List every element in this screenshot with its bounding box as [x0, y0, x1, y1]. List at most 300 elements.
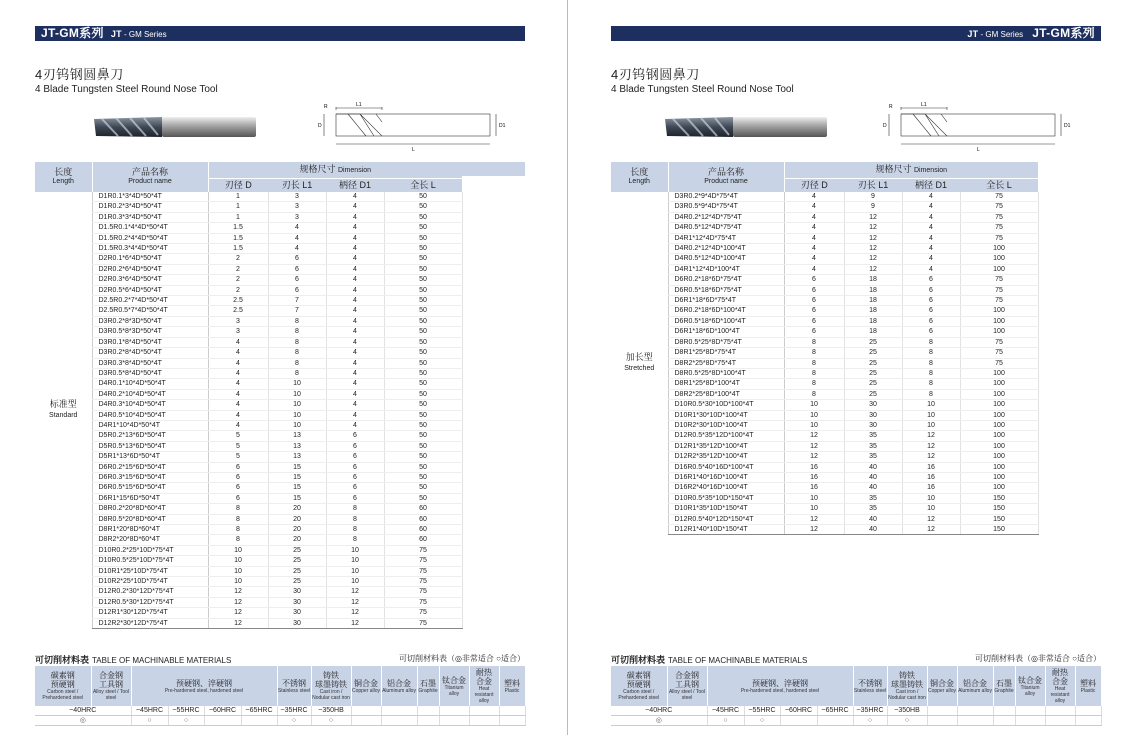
total-length-cell: 75 — [960, 358, 1038, 368]
total-length-cell: 75 — [960, 233, 1038, 243]
table-row — [35, 504, 462, 514]
tool-photo — [663, 114, 828, 140]
material-header: 不锈钢 Stainless steel — [277, 666, 311, 706]
blade-length-cell: 18 — [844, 306, 902, 316]
table-row — [35, 327, 462, 337]
table-row — [611, 472, 1038, 482]
shank-diameter-cell: 8 — [902, 368, 960, 378]
materials-header-row — [611, 666, 1101, 706]
total-length-cell: 75 — [384, 577, 462, 587]
product-name-cell: D6R1*18*6D*100*4T — [668, 327, 784, 337]
product-name-header: 产品名称 Product name — [668, 162, 784, 192]
diameter-cell: 8 — [784, 389, 844, 399]
diameter-cell: 4 — [208, 420, 268, 430]
diameter-cell: 1.5 — [208, 223, 268, 233]
diameter-cell: 4 — [784, 223, 844, 233]
product-name-cell: D4R1*12*4D*100*4T — [668, 264, 784, 274]
shank-diameter-cell: 12 — [326, 618, 384, 628]
table-row — [35, 525, 462, 535]
diameter-cell: 4 — [784, 212, 844, 222]
hardness-cell: ~45HRC — [707, 706, 744, 716]
drawing-label-d: D — [883, 123, 887, 129]
shank-diameter-cell: 12 — [902, 525, 960, 535]
shank-diameter-cell: 4 — [326, 379, 384, 389]
shank-diameter-cell: 4 — [326, 358, 384, 368]
diameter-cell: 6 — [208, 483, 268, 493]
shank-diameter-cell: 6 — [326, 472, 384, 482]
table-row — [35, 212, 462, 222]
materials-title: 可切削材料表 TABLE OF MACHINABLE MATERIALS — [35, 655, 232, 665]
material-header: 碳素钢 预硬钢 Carbon steel / Prehardened steel — [611, 666, 667, 706]
rating-cell: ○ — [887, 716, 927, 726]
diameter-cell: 4 — [208, 379, 268, 389]
shank-diameter-cell: 4 — [902, 233, 960, 243]
drawing-label-d: D — [318, 123, 322, 129]
diameter-cell: 6 — [784, 285, 844, 295]
product-name-cell: D1.5R0.2*4*4D*50*4T — [92, 233, 208, 243]
page-title-en: 4 Blade Tungsten Steel Round Nose Tool — [611, 84, 794, 95]
blade-length-cell: 3 — [268, 202, 326, 212]
length-header: 长度 Length — [35, 162, 92, 192]
table-row — [611, 452, 1038, 462]
total-length-cell: 75 — [384, 556, 462, 566]
blade-length-cell: 8 — [268, 348, 326, 358]
diameter-cell: 12 — [208, 587, 268, 597]
product-name-cell: D12R2*30*12D*75*4T — [92, 618, 208, 628]
diameter-cell: 8 — [208, 535, 268, 545]
blade-length-cell: 25 — [844, 337, 902, 347]
material-header: 塑料 Plastic — [1075, 666, 1101, 706]
table-row — [35, 368, 462, 378]
total-length-cell: 100 — [960, 400, 1038, 410]
shank-diameter-cell: 12 — [326, 587, 384, 597]
shank-diameter-cell: 6 — [902, 296, 960, 306]
blade-length-cell: 13 — [268, 452, 326, 462]
shank-diameter-cell: 4 — [902, 192, 960, 202]
rating-cell: ○ — [131, 716, 168, 726]
diameter-cell: 4 — [208, 389, 268, 399]
shank-diameter-cell: 4 — [902, 223, 960, 233]
table-row — [611, 285, 1038, 295]
diameter-cell: 6 — [784, 296, 844, 306]
table-row — [611, 504, 1038, 514]
product-name-cell: D12R0.5*30*12D*75*4T — [92, 597, 208, 607]
diameter-cell: 12 — [784, 452, 844, 462]
blade-length-cell: 8 — [268, 327, 326, 337]
blade-length-cell: 18 — [844, 296, 902, 306]
blade-length-cell: 4 — [268, 244, 326, 254]
total-length-cell: 100 — [960, 379, 1038, 389]
shank-diameter-cell: 8 — [902, 379, 960, 389]
blade-length-cell: 12 — [844, 223, 902, 233]
diameter-cell: 16 — [784, 483, 844, 493]
series-title: JT-GM系列 — [1032, 26, 1095, 40]
table-row — [35, 431, 462, 441]
total-length-cell: 50 — [384, 462, 462, 472]
series-banner — [611, 26, 1101, 41]
length-category: 加长型 Stretched — [624, 352, 655, 373]
shank-diameter-cell: 10 — [902, 493, 960, 503]
empty-cell — [1045, 716, 1075, 726]
product-name-cell: D6R0.5*18*6D*75*4T — [668, 285, 784, 295]
table-row — [35, 296, 462, 306]
shank-diameter-cell: 6 — [902, 306, 960, 316]
total-length-cell: 50 — [384, 452, 462, 462]
diameter-cell: 4 — [208, 410, 268, 420]
product-name-cell: D2R0.3*6*4D*50*4T — [92, 275, 208, 285]
product-name-cell: D3R0.3*8*4D*50*4T — [92, 358, 208, 368]
shank-diameter-cell: 8 — [902, 337, 960, 347]
empty-cell — [469, 706, 499, 716]
empty-cell — [957, 716, 993, 726]
total-length-cell: 50 — [384, 285, 462, 295]
rating-cell: ○ — [707, 716, 744, 726]
blade-length-cell: 12 — [844, 233, 902, 243]
product-name-cell: D12R1*30*12D*75*4T — [92, 608, 208, 618]
total-length-cell: 100 — [960, 410, 1038, 420]
blade-length-cell: 6 — [268, 285, 326, 295]
table-row — [611, 337, 1038, 347]
rating-cell: ◎ — [35, 716, 131, 726]
table-row — [611, 358, 1038, 368]
blade-length-cell: 15 — [268, 472, 326, 482]
product-name-cell: D12R2*35*12D*100*4T — [668, 452, 784, 462]
blade-length-cell: 25 — [268, 577, 326, 587]
shank-diameter-cell: 16 — [902, 483, 960, 493]
product-name-cell: D12R0.5*35*12D*100*4T — [668, 431, 784, 441]
product-name-cell: D8R0.5*25*8D*75*4T — [668, 337, 784, 347]
col-header-l1: 刃长 L1 — [844, 179, 902, 193]
drawing-label-l: L — [977, 147, 980, 152]
empty-cell — [1015, 716, 1045, 726]
blade-length-cell: 4 — [268, 223, 326, 233]
series-title: JT-GM系列 — [41, 26, 104, 40]
product-name-cell: D4R0.2*12*4D*100*4T — [668, 244, 784, 254]
table-row — [611, 368, 1038, 378]
blade-length-cell: 10 — [268, 379, 326, 389]
col-header-l1: 刃长 L1 — [268, 179, 326, 193]
total-length-cell: 50 — [384, 358, 462, 368]
material-header: 不锈钢 Stainless steel — [853, 666, 887, 706]
product-name-cell: D5R0.5*13*6D*50*4T — [92, 441, 208, 451]
total-length-cell: 75 — [960, 223, 1038, 233]
blade-length-cell: 25 — [844, 368, 902, 378]
hardness-cell: ~35HRC — [853, 706, 887, 716]
shank-diameter-cell: 8 — [902, 358, 960, 368]
product-name-cell: D10R1*35*10D*150*4T — [668, 504, 784, 514]
blade-length-cell: 25 — [268, 545, 326, 555]
product-name-cell: D10R0.2*25*10D*75*4T — [92, 545, 208, 555]
blade-length-cell: 12 — [844, 212, 902, 222]
shank-diameter-cell: 4 — [326, 254, 384, 264]
table-row — [35, 254, 462, 264]
total-length-cell: 75 — [384, 566, 462, 576]
table-row — [611, 233, 1038, 243]
total-length-cell: 150 — [960, 493, 1038, 503]
product-name-cell: D6R0.2*18*6D*100*4T — [668, 306, 784, 316]
table-row — [35, 452, 462, 462]
shank-diameter-cell: 4 — [326, 233, 384, 243]
col-header-l: 全长 L — [960, 179, 1038, 193]
hardness-row — [35, 706, 525, 716]
table-row — [35, 493, 462, 503]
diameter-cell: 8 — [784, 368, 844, 378]
material-header: 铝合金 Aluminum alloy — [957, 666, 993, 706]
table-row — [35, 192, 462, 202]
diameter-cell: 5 — [208, 441, 268, 451]
diameter-cell: 2 — [208, 254, 268, 264]
total-length-cell: 50 — [384, 379, 462, 389]
table-row — [611, 254, 1038, 264]
blade-length-cell: 7 — [268, 306, 326, 316]
shank-diameter-cell: 10 — [326, 566, 384, 576]
total-length-cell: 60 — [384, 535, 462, 545]
product-name-cell: D3R0.1*8*4D*50*4T — [92, 337, 208, 347]
product-name-cell: D12R1*40*10D*150*4T — [668, 525, 784, 535]
shank-diameter-cell: 4 — [902, 212, 960, 222]
blade-length-cell: 25 — [844, 348, 902, 358]
table-row — [35, 608, 462, 618]
table-row — [611, 441, 1038, 451]
blade-length-cell: 6 — [268, 275, 326, 285]
blade-length-cell: 18 — [844, 275, 902, 285]
table-row — [611, 296, 1038, 306]
total-length-cell: 75 — [960, 275, 1038, 285]
total-length-cell: 100 — [960, 254, 1038, 264]
series-banner — [35, 26, 525, 41]
shank-diameter-cell: 6 — [902, 316, 960, 326]
diameter-cell: 10 — [208, 545, 268, 555]
blade-length-cell: 8 — [268, 358, 326, 368]
table-row — [611, 379, 1038, 389]
shank-diameter-cell: 12 — [902, 441, 960, 451]
product-name-cell: D8R1*25*8D*100*4T — [668, 379, 784, 389]
shank-diameter-cell: 4 — [326, 420, 384, 430]
shank-diameter-cell: 4 — [326, 285, 384, 295]
table-row — [35, 389, 462, 399]
materials-table — [611, 666, 1102, 726]
blade-length-cell: 20 — [268, 525, 326, 535]
empty-cell — [1075, 716, 1101, 726]
diameter-cell: 16 — [784, 462, 844, 472]
total-length-cell: 50 — [384, 348, 462, 358]
diameter-cell: 12 — [784, 525, 844, 535]
blade-length-cell: 10 — [268, 420, 326, 430]
blade-length-cell: 30 — [268, 618, 326, 628]
diameter-cell: 4 — [784, 202, 844, 212]
table-row — [35, 202, 462, 212]
hardness-cell: ~40HRC — [35, 706, 131, 716]
table-row — [611, 192, 1038, 202]
table-row — [611, 431, 1038, 441]
shank-diameter-cell: 4 — [326, 244, 384, 254]
blade-length-cell: 18 — [844, 316, 902, 326]
diameter-cell: 6 — [208, 472, 268, 482]
shank-diameter-cell: 6 — [902, 285, 960, 295]
product-name-cell: D3R0.5*8*4D*50*4T — [92, 368, 208, 378]
total-length-cell: 75 — [384, 597, 462, 607]
total-length-cell: 50 — [384, 192, 462, 202]
product-name-cell: D6R0.5*18*6D*100*4T — [668, 316, 784, 326]
product-name-cell: D5R0.2*13*6D*50*4T — [92, 431, 208, 441]
product-name-cell: D10R0.5*35*10D*150*4T — [668, 493, 784, 503]
blade-length-cell: 25 — [268, 556, 326, 566]
product-name-cell: D8R0.2*20*8D*60*4T — [92, 504, 208, 514]
table-row — [35, 618, 462, 628]
material-header: 耐热 合金 Heat resistant alloy — [469, 666, 499, 706]
product-name-cell: D1R0.2*3*4D*50*4T — [92, 202, 208, 212]
product-name-cell: D4R0.3*10*4D*50*4T — [92, 400, 208, 410]
rating-row — [611, 716, 1101, 726]
col-header-d: 刃径 D — [208, 179, 268, 193]
shank-diameter-cell: 4 — [326, 202, 384, 212]
blade-length-cell: 30 — [844, 420, 902, 430]
blade-length-cell: 8 — [268, 337, 326, 347]
total-length-cell: 100 — [960, 389, 1038, 399]
diameter-cell: 10 — [784, 493, 844, 503]
shank-diameter-cell: 6 — [326, 493, 384, 503]
hardness-cell: ~60HRC — [204, 706, 241, 716]
spec-rows — [35, 192, 462, 629]
product-name-cell: D16R1*40*16D*100*4T — [668, 472, 784, 482]
shank-diameter-cell: 6 — [326, 483, 384, 493]
diameter-cell: 5 — [208, 431, 268, 441]
blade-length-cell: 25 — [268, 566, 326, 576]
diameter-cell: 8 — [784, 358, 844, 368]
table-row — [611, 525, 1038, 535]
blade-length-cell: 12 — [844, 244, 902, 254]
product-name-cell: D4R0.2*12*4D*75*4T — [668, 212, 784, 222]
material-header: 碳素钢 预硬钢 Carbon steel / Prehardened steel — [35, 666, 91, 706]
empty-cell — [469, 716, 499, 726]
table-row — [611, 212, 1038, 222]
diameter-cell: 2 — [208, 275, 268, 285]
materials-table — [35, 666, 526, 726]
diameter-cell: 4 — [208, 358, 268, 368]
total-length-cell: 100 — [960, 483, 1038, 493]
diameter-cell: 2.5 — [208, 296, 268, 306]
empty-cell — [417, 706, 439, 716]
table-row — [35, 420, 462, 430]
table-row — [35, 545, 462, 555]
material-header: 合金钢 工具钢 Alloy steel / Tool steel — [667, 666, 707, 706]
shank-diameter-cell: 4 — [326, 223, 384, 233]
series-sub-bold: JT — [110, 29, 122, 39]
shank-diameter-cell: 4 — [326, 327, 384, 337]
shank-diameter-cell: 4 — [326, 296, 384, 306]
product-name-cell: D4R1*12*4D*75*4T — [668, 233, 784, 243]
total-length-cell: 50 — [384, 306, 462, 316]
product-name-cell: D3R0.2*8*3D*50*4T — [92, 316, 208, 326]
total-length-cell: 75 — [960, 348, 1038, 358]
drawing-label-l1: L1 — [921, 102, 927, 108]
total-length-cell: 50 — [384, 431, 462, 441]
diameter-cell: 8 — [784, 348, 844, 358]
hardness-cell: ~65HRC — [241, 706, 277, 716]
product-name-cell: D8R1*20*8D*60*4T — [92, 525, 208, 535]
shank-diameter-cell: 8 — [902, 348, 960, 358]
product-name-cell: D3R0.2*8*4D*50*4T — [92, 348, 208, 358]
diameter-cell: 12 — [208, 608, 268, 618]
product-name-cell: D2.5R0.2*7*4D*50*4T — [92, 296, 208, 306]
total-length-cell: 50 — [384, 275, 462, 285]
total-length-cell: 150 — [960, 514, 1038, 524]
shank-diameter-cell: 4 — [902, 202, 960, 212]
table-row — [35, 337, 462, 347]
diameter-cell: 8 — [208, 504, 268, 514]
shank-diameter-cell: 4 — [326, 275, 384, 285]
total-length-cell: 75 — [960, 212, 1038, 222]
product-name-cell: D8R2*20*8D*60*4T — [92, 535, 208, 545]
table-row — [35, 348, 462, 358]
diameter-cell: 1.5 — [208, 244, 268, 254]
diameter-cell: 10 — [784, 420, 844, 430]
total-length-cell: 50 — [384, 202, 462, 212]
product-name-cell: D16R0.5*40*16D*100*4T — [668, 462, 784, 472]
table-row — [35, 556, 462, 566]
material-header: 铸铁 球墨铸铁 Cast iron / Nodular cast iron — [311, 666, 351, 706]
shank-diameter-cell: 10 — [902, 504, 960, 514]
diameter-cell: 1 — [208, 212, 268, 222]
total-length-cell: 75 — [384, 618, 462, 628]
product-name-cell: D3R0.5*9*4D*75*4T — [668, 202, 784, 212]
diameter-cell: 4 — [208, 400, 268, 410]
total-length-cell: 75 — [960, 296, 1038, 306]
shank-diameter-cell: 4 — [902, 264, 960, 274]
hardness-cell: ~350HB — [311, 706, 351, 716]
table-row — [35, 223, 462, 233]
diameter-cell: 3 — [208, 327, 268, 337]
blade-length-cell: 3 — [268, 212, 326, 222]
product-name-cell: D8R2*25*8D*75*4T — [668, 358, 784, 368]
blade-length-cell: 35 — [844, 431, 902, 441]
blade-length-cell: 13 — [268, 441, 326, 451]
diameter-cell: 1 — [208, 192, 268, 202]
material-header: 铸铁 球墨铸铁 Cast iron / Nodular cast iron — [887, 666, 927, 706]
total-length-cell: 100 — [960, 441, 1038, 451]
total-length-cell: 50 — [384, 296, 462, 306]
table-row — [35, 587, 462, 597]
blade-length-cell: 40 — [844, 525, 902, 535]
diameter-cell: 6 — [784, 275, 844, 285]
blade-length-cell: 15 — [268, 493, 326, 503]
shank-diameter-cell: 12 — [326, 597, 384, 607]
table-row — [611, 514, 1038, 524]
diameter-cell: 4 — [208, 368, 268, 378]
diameter-cell: 1.5 — [208, 233, 268, 243]
hardness-cell: ~65HRC — [817, 706, 853, 716]
product-name-cell: D1R0.1*3*4D*50*4T — [92, 192, 208, 202]
empty-cell — [381, 716, 417, 726]
table-row — [35, 410, 462, 420]
shank-diameter-cell: 8 — [326, 514, 384, 524]
empty-cell — [381, 706, 417, 716]
total-length-cell: 60 — [384, 514, 462, 524]
blade-length-cell: 10 — [268, 400, 326, 410]
total-length-cell: 50 — [384, 410, 462, 420]
shank-diameter-cell: 4 — [326, 389, 384, 399]
drawing-label-r: R — [324, 104, 328, 110]
table-row — [611, 202, 1038, 212]
total-length-cell: 50 — [384, 223, 462, 233]
diameter-cell: 6 — [784, 327, 844, 337]
table-row — [35, 441, 462, 451]
total-length-cell: 50 — [384, 420, 462, 430]
shank-diameter-cell: 4 — [326, 368, 384, 378]
product-name-cell: D4R0.5*12*4D*100*4T — [668, 254, 784, 264]
shank-diameter-cell: 10 — [326, 556, 384, 566]
product-name-cell: D8R1*25*8D*75*4T — [668, 348, 784, 358]
